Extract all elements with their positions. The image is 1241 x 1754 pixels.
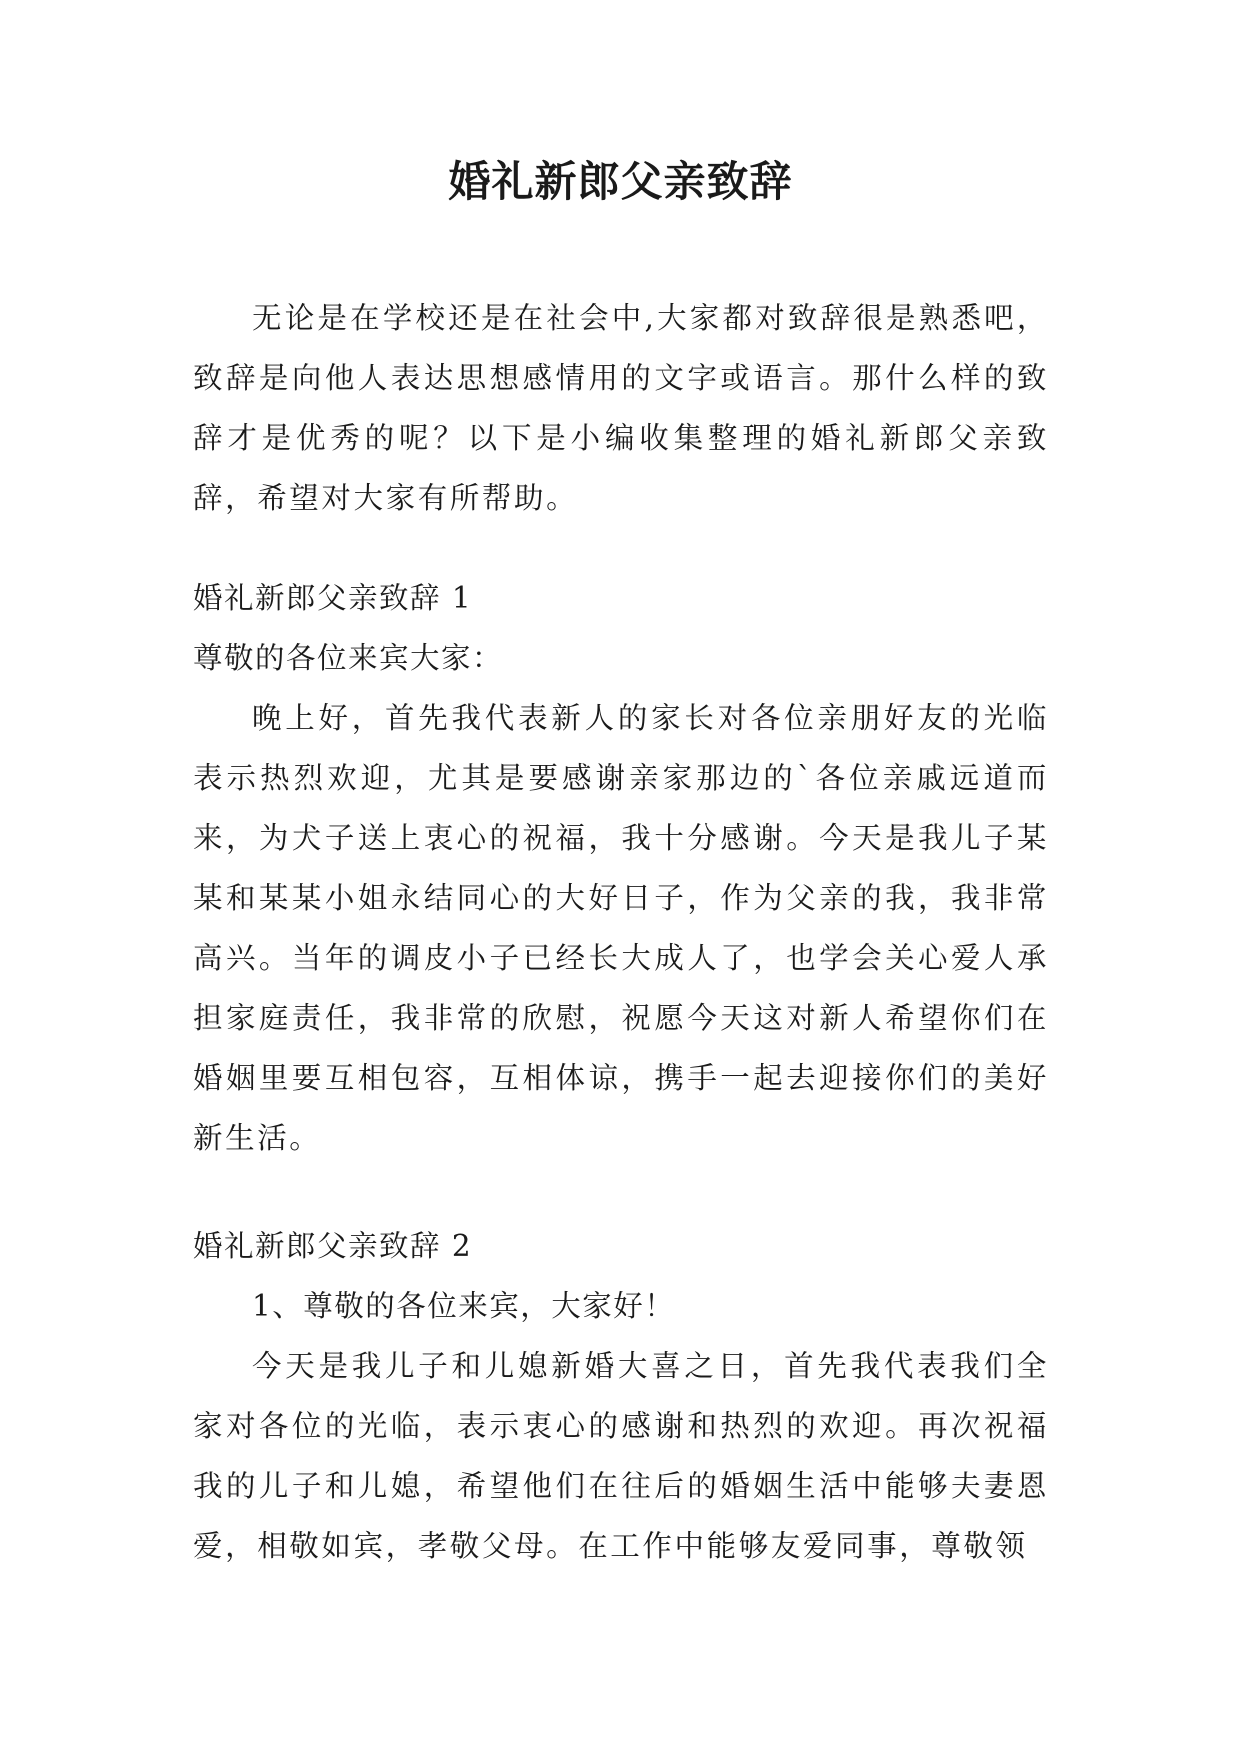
section-1-heading: 婚礼新郎父亲致辞 1: [193, 581, 473, 615]
section-2-salutation: 1、尊敬的各位来宾，大家好！: [252, 1289, 676, 1323]
section-2-heading: 婚礼新郎父亲致辞 2: [193, 1229, 473, 1263]
spacer: [193, 1168, 1049, 1216]
spacer: [193, 528, 1049, 568]
intro-paragraph: 无论是在学校还是在社会中,大家都对致辞很是熟悉吧，致辞是向他人表达思想感情用的文字或语言。那什么样的致辞才是优秀的呢？以下是小编收集整理的婚礼新郎父亲致辞，希望对大家有所帮助。: [193, 301, 1049, 515]
document-title: 婚礼新郎父亲致辞: [448, 157, 793, 206]
section-1-body: 晚上好，首先我代表新人的家长对各位亲朋好友的光临表示热烈欢迎，尤其是要感谢亲家那边的`各位亲戚远道而来，为犬子送上衷心的祝福，我十分感谢。今天是我儿子某某和某某小姐永结同心的大好日子，作为父亲的我，我非常高兴。当年的调皮小子已经长大成人了，也学会关心爱人承担家庭责任，我非常的欣慰，祝愿今天这对新人希望你们在婚姻里要互相包容，互相体谅，携手一起去迎接你们的美好新生活。: [193, 701, 1049, 1155]
document-body: [193, 288, 1049, 1576]
section-2-body: 今天是我儿子和儿媳新婚大喜之日，首先我代表我们全家对各位的光临，表示衷心的感谢和热烈的欢迎。再次祝福我的儿子和儿媳，希望他们在往后的婚姻生活中能够夫妻恩爱，相敬如宾，孝敬父母。在工作中能够友爱同事，尊敬领: [193, 1349, 1049, 1563]
section-1-salutation: 尊敬的各位来宾大家：: [193, 641, 504, 675]
